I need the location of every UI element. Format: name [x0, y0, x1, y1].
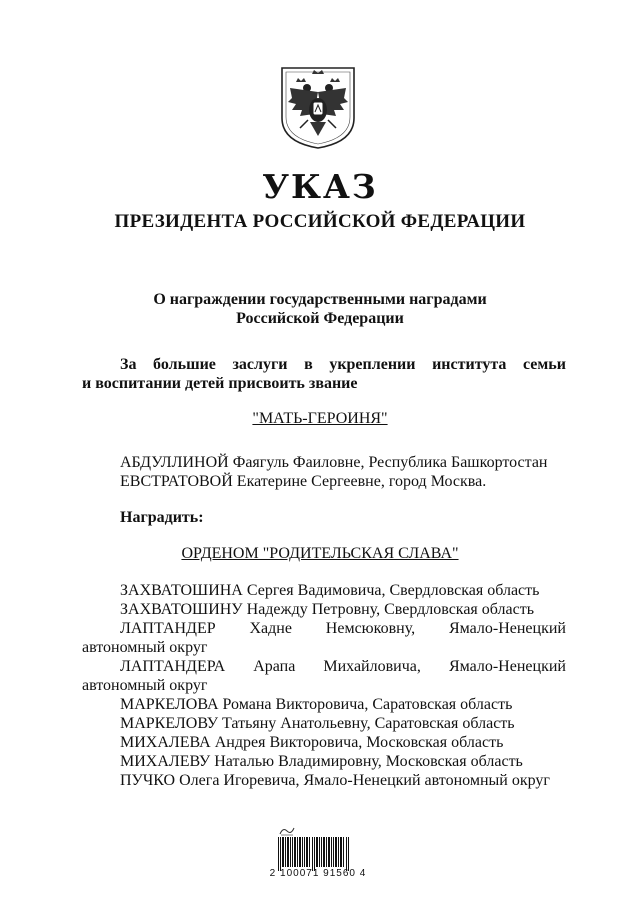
- intro-word: заслуги: [232, 356, 288, 373]
- recipient-word: Немсюковну,: [325, 620, 416, 637]
- decree-subject: [120, 290, 520, 328]
- recipient-line: МИХАЛЕВА Андрея Викторовича, Московская область: [120, 734, 504, 751]
- recipient-line: ЕВСТРАТОВОЙ Екатерине Сергеевне, город Москва.: [120, 473, 487, 490]
- recipient-line: МАРКЕЛОВА Романа Викторовича, Саратовская область: [120, 696, 513, 713]
- intro-word: За: [120, 356, 137, 373]
- intro-word: семьи: [523, 356, 566, 373]
- subject-line-2: Российской Федерации: [236, 310, 404, 327]
- award-title-mother-heroine: "МАТЬ-ГЕРОИНЯ": [252, 410, 388, 427]
- recipient-word: ЛАПТАНДЕРА: [120, 658, 226, 675]
- intro-paragraph: [82, 355, 566, 393]
- recipient-line-continuation: автономный округ: [82, 639, 208, 656]
- subject-line-1: О награждении государственными наградами: [153, 291, 487, 308]
- recipient-word: Арапа: [253, 658, 296, 675]
- decree-title: УКАЗ: [262, 167, 378, 206]
- recipient-line: ЗАХВАТОШИНУ Надежду Петровну, Свердловская область: [120, 601, 535, 618]
- recipient-line: [82, 657, 566, 676]
- stamp-mark-icon: [279, 826, 295, 836]
- award-title-parental-glory: ОРДЕНОМ "РОДИТЕЛЬСКАЯ СЛАВА": [181, 545, 459, 562]
- intro-line-1: [82, 355, 566, 374]
- recipient-line: [82, 619, 566, 638]
- recipients-list-2: [82, 581, 566, 790]
- intro-line-2: и воспитании детей присвоить звание: [82, 375, 358, 392]
- intro-word: большие: [153, 356, 216, 373]
- recipient-word: Ямало-Ненецкий: [448, 658, 566, 675]
- award-verb: Наградить:: [120, 509, 204, 526]
- recipient-line: АБДУЛЛИНОЙ Фаягуль Фаиловне, Республика Башкортостан: [120, 454, 548, 471]
- recipient-line-continuation: автономный округ: [82, 677, 208, 694]
- recipient-line: ПУЧКО Олега Игоревича, Ямало-Ненецкий автономный округ: [120, 772, 550, 789]
- russian-coat-of-arms-icon: [274, 58, 362, 150]
- recipients-list-1: [82, 453, 566, 491]
- intro-word: института: [432, 356, 507, 373]
- barcode-number: 2 100071 91560 4: [269, 868, 367, 879]
- recipient-line: МАРКЕЛОВУ Татьяну Анатольевну, Саратовская область: [120, 715, 515, 732]
- barcode-icon: [278, 837, 350, 871]
- recipient-line: ЗАХВАТОШИНА Сергея Вадимовича, Свердловская область: [120, 582, 540, 599]
- intro-word: в: [304, 356, 313, 373]
- recipient-word: Михайловича,: [323, 658, 421, 675]
- decree-issuer: ПРЕЗИДЕНТА РОССИЙСКОЙ ФЕДЕРАЦИИ: [114, 211, 526, 232]
- recipient-line: МИХАЛЕВУ Наталью Владимировну, Московская область: [120, 753, 523, 770]
- recipient-word: Ямало-Ненецкий: [448, 620, 566, 637]
- recipient-word: ЛАПТАНДЕР: [120, 620, 216, 637]
- intro-word: укреплении: [329, 356, 416, 373]
- recipient-word: Хадне: [249, 620, 292, 637]
